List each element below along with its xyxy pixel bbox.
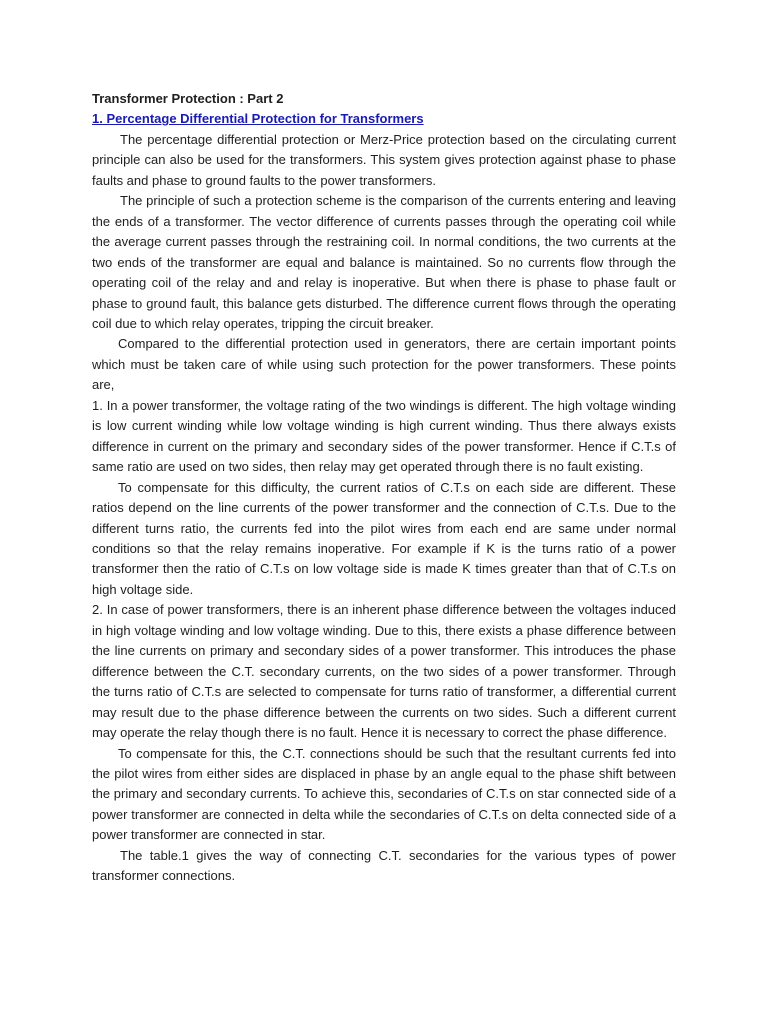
document-page xyxy=(92,89,676,887)
paragraph-intro: The percentage differential protection or Merz-Price protection based on the circulating current principle can also be used for the transformers. This system gives protection against phase to phase faults and phase to ground faults to the power transformers. xyxy=(92,131,676,188)
paragraph-point-1: 1. In a power transformer, the voltage rating of the two windings is different. The high voltage winding is low current winding while low voltage winding is high current winding. Thus there always exists difference in current on the primary and secondary sides of the power transformer. Hence if C.T.s of same ratio are used on two sides, then relay may get operated through there is no fault existing. xyxy=(92,397,676,475)
paragraph-compensate-ratio: To compensate for this difficulty, the current ratios of C.T.s on each side are different. These ratios depend on the line currents of the power transformer and the connection of C.T.s. Due to the different turns ratio, the currents fed into the pilot wires from each end are same under normal conditions so that the relay remains inoperative. For example if K is the turns ratio of a power transformer then the ratio of C.T.s on low voltage side is made K times greater than that of C.T.s on high voltage side. xyxy=(92,479,676,597)
paragraph-compensate-phase: To compensate for this, the C.T. connections should be such that the resultant currents fed into the pilot wires from either sides are displaced in phase by an angle equal to the phase shift between the primary and secondary currents. To achieve this, secondaries of C.T.s on star connected side of a power transformer are connected in delta while the secondaries of C.T.s on delta connected side of a power transformer are connected in star. xyxy=(92,745,676,843)
paragraph-table-reference: The table.1 gives the way of connecting C.T. secondaries for the various types of power transformer connections. xyxy=(92,847,676,884)
paragraph-point-2: 2. In case of power transformers, there is an inherent phase difference between the voltages induced in high voltage winding and low voltage winding. Due to this, there exists a phase difference between the line currents on primary and secondary sides of a power transformer. This introduces the phase difference between the C.T. secondary currents, on the two sides of a power transformer. Through the turns ratio of C.T.s are selected to compensate for turns ratio of transformer, a differential current may result due to the phase difference between the currents on two sides. Such a different current may operate the relay though there is no fault. Hence it is necessary to correct the phase difference. xyxy=(92,602,676,741)
document-title: Transformer Protection : Part 2 xyxy=(92,91,284,106)
paragraph-principle: The principle of such a protection scheme is the comparison of the currents entering and leaving the ends of a transformer. The vector difference of currents passes through the operating coil while the average current passes through the restraining coil. In normal conditions, the two currents at the two ends of the transformer are equal and balance is maintained. So no currents flow through the operating coil of the relay and and relay is inoperative. But when there is phase to phase fault or phase to ground fault, this balance gets disturbed. The difference current flows through the operating coil due to which relay operates, tripping the circuit breaker. xyxy=(92,193,676,331)
section-heading-link[interactable]: 1. Percentage Differential Protection for Transformers xyxy=(92,111,424,127)
paragraph-comparison: Compared to the differential protection used in generators, there are certain important points which must be taken care of while using such protection for the power transformers. These points are, xyxy=(92,336,676,393)
